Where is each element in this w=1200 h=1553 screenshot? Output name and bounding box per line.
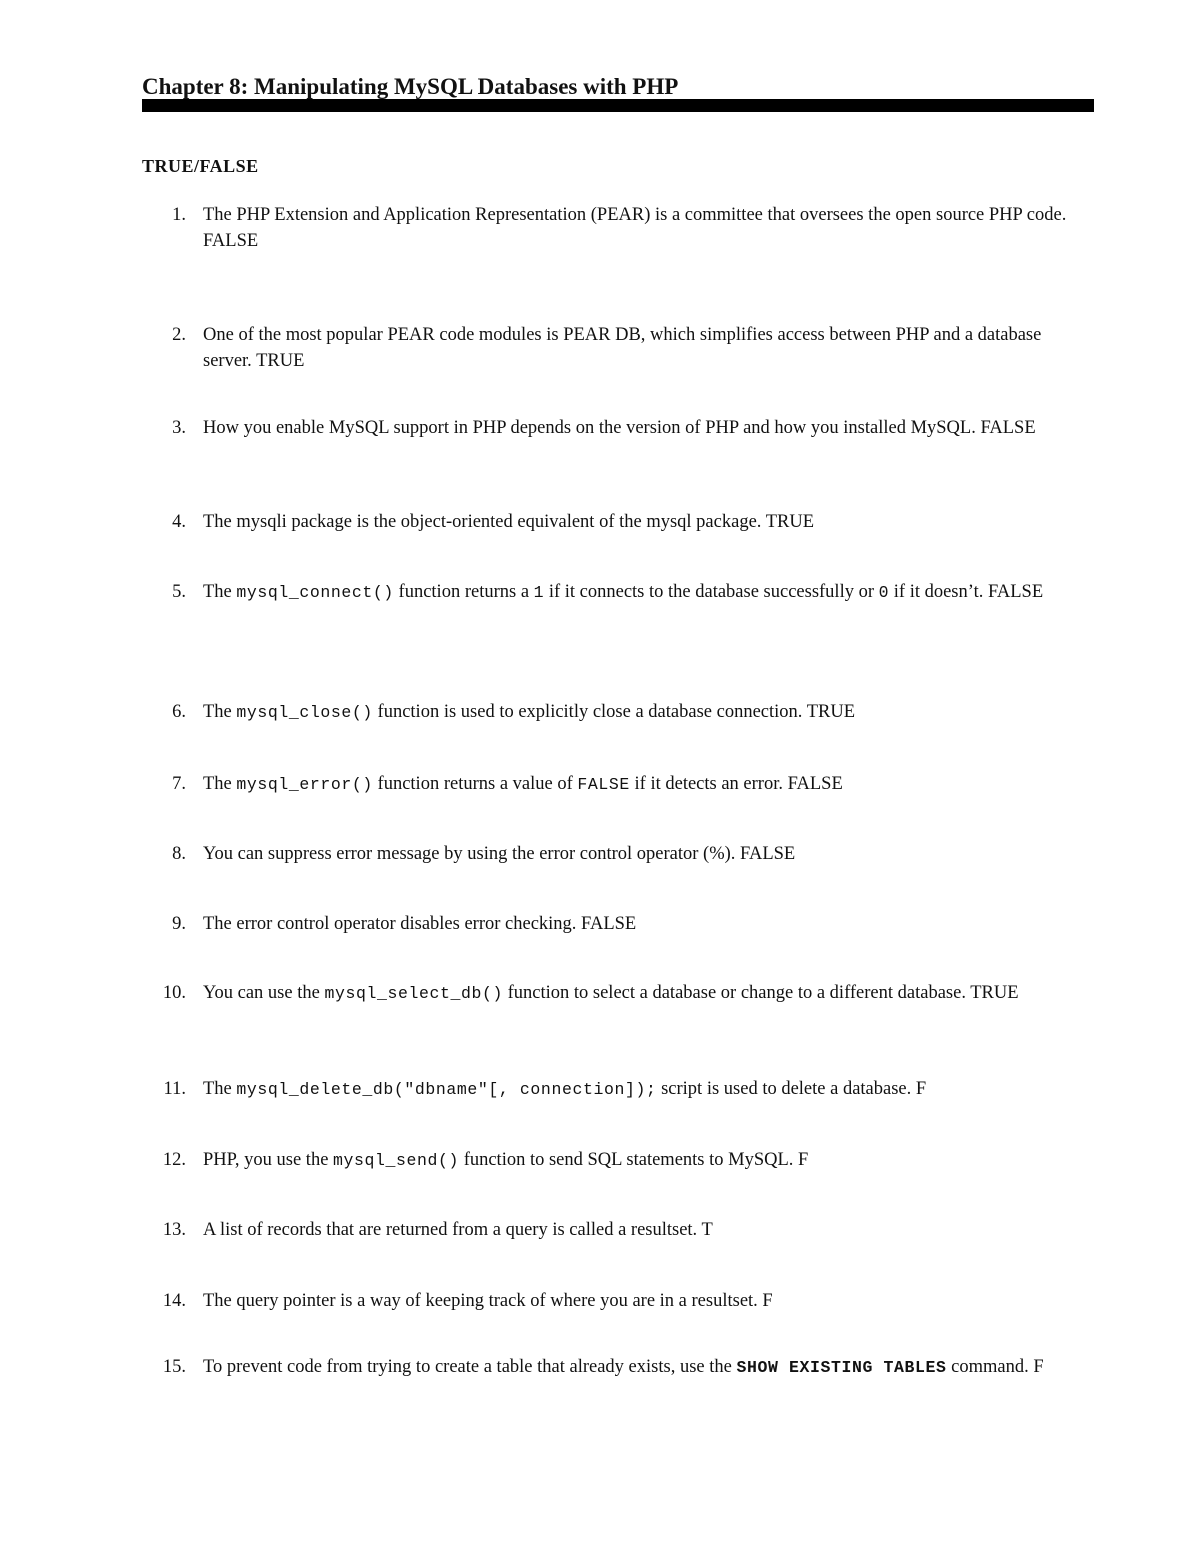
question-text-segment: The xyxy=(203,774,237,794)
question-text-segment: How you enable MySQL support in PHP depends on the version of PHP and how you installed MySQL. FALSE xyxy=(203,418,1036,438)
question-item xyxy=(142,579,1092,606)
question-number: 11. xyxy=(163,1079,186,1099)
question-number: 13. xyxy=(162,1220,186,1240)
code-snippet: mysql_close() xyxy=(236,703,373,722)
question-text-segment: function is used to explicitly close a database connection. TRUE xyxy=(372,702,855,722)
question-item xyxy=(142,322,1092,374)
question-text-segment: function returns a xyxy=(393,582,534,602)
question-item xyxy=(142,1288,1092,1314)
question-text xyxy=(203,1147,1092,1174)
code-snippet: mysql_send() xyxy=(333,1151,460,1170)
question-text-segment: You can use the xyxy=(203,983,325,1003)
question-item xyxy=(142,699,1092,726)
question-item xyxy=(142,415,1092,441)
question-text xyxy=(203,841,1092,867)
question-text-segment: if it connects to the database successfully or xyxy=(544,582,879,602)
question-text xyxy=(203,771,1092,798)
code-snippet: SHOW EXISTING TABLES xyxy=(736,1358,947,1377)
question-text xyxy=(203,1288,1092,1314)
question-text-segment: The xyxy=(203,702,237,722)
question-number: 9. xyxy=(172,914,186,934)
question-text-segment: You can suppress error message by using the error control operator (%). FALSE xyxy=(203,844,796,864)
question-text xyxy=(203,579,1092,606)
title-rule xyxy=(142,99,1094,112)
question-text-segment: The error control operator disables error checking. FALSE xyxy=(203,914,637,934)
question-number: 14. xyxy=(162,1291,186,1311)
question-number: 10. xyxy=(162,983,186,1003)
question-number: 3. xyxy=(172,418,186,438)
question-item xyxy=(142,771,1092,798)
question-text xyxy=(203,1217,1092,1243)
question-text-segment: function to send SQL statements to MySQL. F xyxy=(459,1150,809,1170)
question-text-segment: The xyxy=(203,582,237,602)
question-text xyxy=(203,322,1092,374)
question-item xyxy=(142,1217,1092,1243)
code-snippet: mysql_select_db() xyxy=(324,984,503,1003)
question-text xyxy=(203,509,1092,535)
question-number: 6. xyxy=(172,702,186,722)
question-item xyxy=(142,1076,1092,1103)
question-item xyxy=(142,1354,1092,1381)
question-text-segment: To prevent code from trying to create a table that already exists, use the xyxy=(203,1357,737,1377)
section-heading: TRUE/FALSE xyxy=(142,156,259,176)
question-text xyxy=(203,911,1092,937)
question-number: 5. xyxy=(172,582,186,602)
question-text xyxy=(203,202,1092,254)
question-text-segment: if it doesn’t. FALSE xyxy=(889,582,1044,602)
code-snippet: 0 xyxy=(878,583,890,602)
question-number: 1. xyxy=(172,205,186,225)
question-text-segment: The mysqli package is the object-oriented equivalent of the mysql package. TRUE xyxy=(203,512,814,532)
question-text-segment: script is used to delete a database. F xyxy=(656,1079,927,1099)
question-text-segment: command. F xyxy=(946,1357,1044,1377)
question-number: 4. xyxy=(172,512,186,532)
question-number: 2. xyxy=(172,325,186,345)
question-text xyxy=(203,980,1092,1007)
question-text-segment: function returns a value of xyxy=(372,774,578,794)
question-item xyxy=(142,841,1092,867)
code-snippet: mysql_error() xyxy=(236,775,373,794)
question-number: 8. xyxy=(172,844,186,864)
question-text-segment: One of the most popular PEAR code modules is PEAR DB, which simplifies access between PHP and a database server. TRUE xyxy=(203,325,1042,371)
question-text-segment: A list of records that are returned from a query is called a resultset. T xyxy=(203,1220,713,1240)
question-text-segment: The query pointer is a way of keeping track of where you are in a resultset. F xyxy=(203,1291,773,1311)
question-number: 15. xyxy=(162,1357,186,1377)
question-number: 12. xyxy=(162,1150,186,1170)
question-item xyxy=(142,202,1092,254)
question-text-segment: function to select a database or change to a different database. TRUE xyxy=(502,983,1019,1003)
question-text xyxy=(203,1076,1092,1103)
code-snippet: mysql_delete_db("dbname"[, connection]); xyxy=(236,1080,657,1099)
code-snippet: 1 xyxy=(533,583,545,602)
code-snippet: FALSE xyxy=(577,775,630,794)
question-item xyxy=(142,911,1092,937)
question-text-segment: if it detects an error. FALSE xyxy=(629,774,843,794)
question-text-segment: The xyxy=(203,1079,237,1099)
question-item xyxy=(142,1147,1092,1174)
question-item xyxy=(142,980,1092,1007)
question-item xyxy=(142,509,1092,535)
question-text-segment: PHP, you use the xyxy=(203,1150,334,1170)
question-text-segment: The PHP Extension and Application Representation (PEAR) is a committee that oversees the open source PHP code. FALSE xyxy=(203,205,1067,251)
question-text xyxy=(142,1354,1092,1381)
question-text xyxy=(203,699,1092,726)
question-number: 7. xyxy=(172,774,186,794)
code-snippet: mysql_connect() xyxy=(236,583,394,602)
question-text xyxy=(203,415,1092,441)
chapter-title: Chapter 8: Manipulating MySQL Databases with PHP xyxy=(142,74,679,99)
